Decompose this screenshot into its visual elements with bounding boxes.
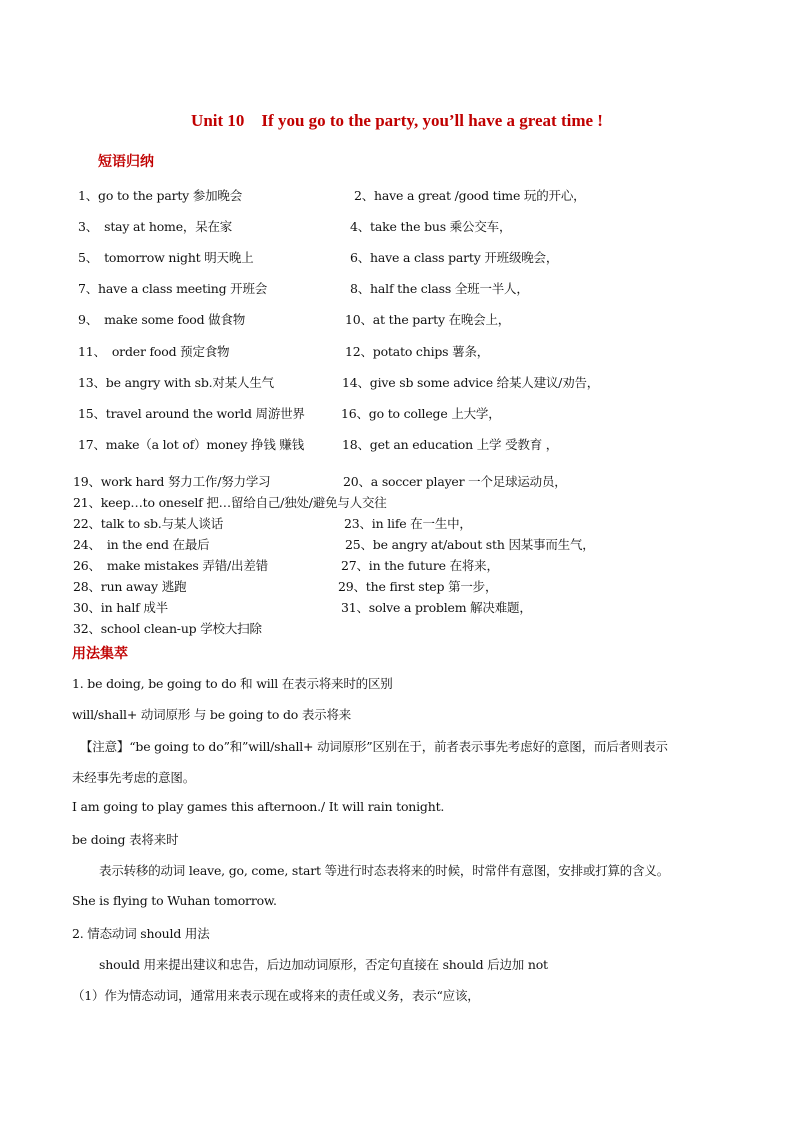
phrase-item-right: 16、go to college 上大学， <box>341 406 501 421</box>
phrase-item-left: 32、school clean-up 学校大扫除 <box>73 621 262 636</box>
section-heading-phrases: 短语归纳 <box>98 154 154 170</box>
phrase-item-right: 2、have a great /good time 玩的开心， <box>354 188 586 203</box>
phrase-item-right: 29、the first step 第一步， <box>338 579 498 594</box>
phrase-item-left: 15、travel around the world 周游世界 <box>78 406 305 421</box>
usage-line-should-duty: （1）作为情态动词，通常用来表示现在或将来的责任或义务，表示“应该， <box>72 988 480 1003</box>
phrase-item-left: 13、be angry with sb.对某人生气 <box>78 375 274 390</box>
phrase-item-left: 21、keep…to oneself 把…留给自己/独处/避免与人交往 <box>73 495 387 510</box>
usage-note-line-2: 未经事先考虑的意图。 <box>72 770 196 785</box>
phrase-item-left: 7、have a class meeting 开班会 <box>78 281 268 296</box>
usage-line-be-doing: be doing 表将来时 <box>72 832 179 847</box>
phrase-item-left: 30、in half 成半 <box>73 600 168 615</box>
phrase-item-right: 25、be angry at/about sth 因某事而生气， <box>345 537 595 552</box>
phrase-item-left: 28、run away 逃跑 <box>73 579 187 594</box>
phrase-item-left: 11、 order food 预定食物 <box>78 344 230 359</box>
usage-line-transfer-verbs: 表示转移的动词 leave, go, come, start 等进行时态表将来的时候，时常伴有意图，安排或打算的含义。 <box>99 863 669 878</box>
phrase-item-left: 3、 stay at home，呆在家 <box>78 219 233 234</box>
phrase-item-right: 27、in the future 在将来， <box>341 558 499 573</box>
phrase-item-right: 23、in life 在一生中， <box>344 516 472 531</box>
phrase-item-left: 22、talk to sb.与某人谈话 <box>73 516 224 531</box>
phrase-item-right: 4、take the bus 乘公交车， <box>350 219 512 234</box>
phrase-item-left: 24、 in the end 在最后 <box>73 537 210 552</box>
phrase-item-right: 14、give sb some advice 给某人建议/劝告， <box>342 375 600 390</box>
section-heading-usage: 用法集萃 <box>72 646 128 662</box>
phrase-item-left: 1、go to the party 参加晚会 <box>78 188 243 203</box>
phrase-item-right: 6、have a class party 开班级晚会， <box>350 250 559 265</box>
phrase-item-right: 12、potato chips 薯条， <box>345 344 490 359</box>
phrase-item-left: 5、 tomorrow night 明天晚上 <box>78 250 254 265</box>
phrase-item-right: 31、solve a problem 解决难题， <box>341 600 532 615</box>
phrase-item-left: 26、 make mistakes 弄错/出差错 <box>73 558 268 573</box>
phrase-item-left: 19、work hard 努力工作/努力学习 <box>73 474 271 489</box>
usage-note-line-1: 【注意】“be going to do”和”will/shall+ 动词原形”区别在于，前者表示事先考虑好的意图，而后者则表示 <box>80 739 668 754</box>
usage-line-should: 2. 情态动词 should 用法 <box>72 926 210 941</box>
usage-line-should-advice: should 用来提出建议和忠告，后边加动词原形，否定句直接在 should 后边加 not <box>99 957 548 972</box>
usage-example-1: I am going to play games this afternoon./ It will rain tonight. <box>72 799 445 814</box>
phrase-item-left: 9、 make some food 做食物 <box>78 312 246 327</box>
phrase-item-right: 8、half the class 全班一半人， <box>350 281 529 296</box>
usage-example-2: She is flying to Wuhan tomorrow. <box>72 893 277 908</box>
usage-line-2: will/shall+ 动词原形 与 be going to do 表示将来 <box>72 707 352 722</box>
page-title: Unit 10 If you go to the party, you’ll have a great time ! <box>191 111 603 130</box>
phrase-item-right: 20、a soccer player 一个足球运动员， <box>343 474 567 489</box>
phrase-item-right: 18、get an education 上学 受教育 ， <box>342 437 559 452</box>
phrase-item-left: 17、make（a lot of）money 挣钱 赚钱 <box>78 437 305 452</box>
phrase-item-right: 10、at the party 在晚会上， <box>345 312 511 327</box>
usage-line-1: 1. be doing, be going to do 和 will 在表示将来时的区别 <box>72 676 393 691</box>
